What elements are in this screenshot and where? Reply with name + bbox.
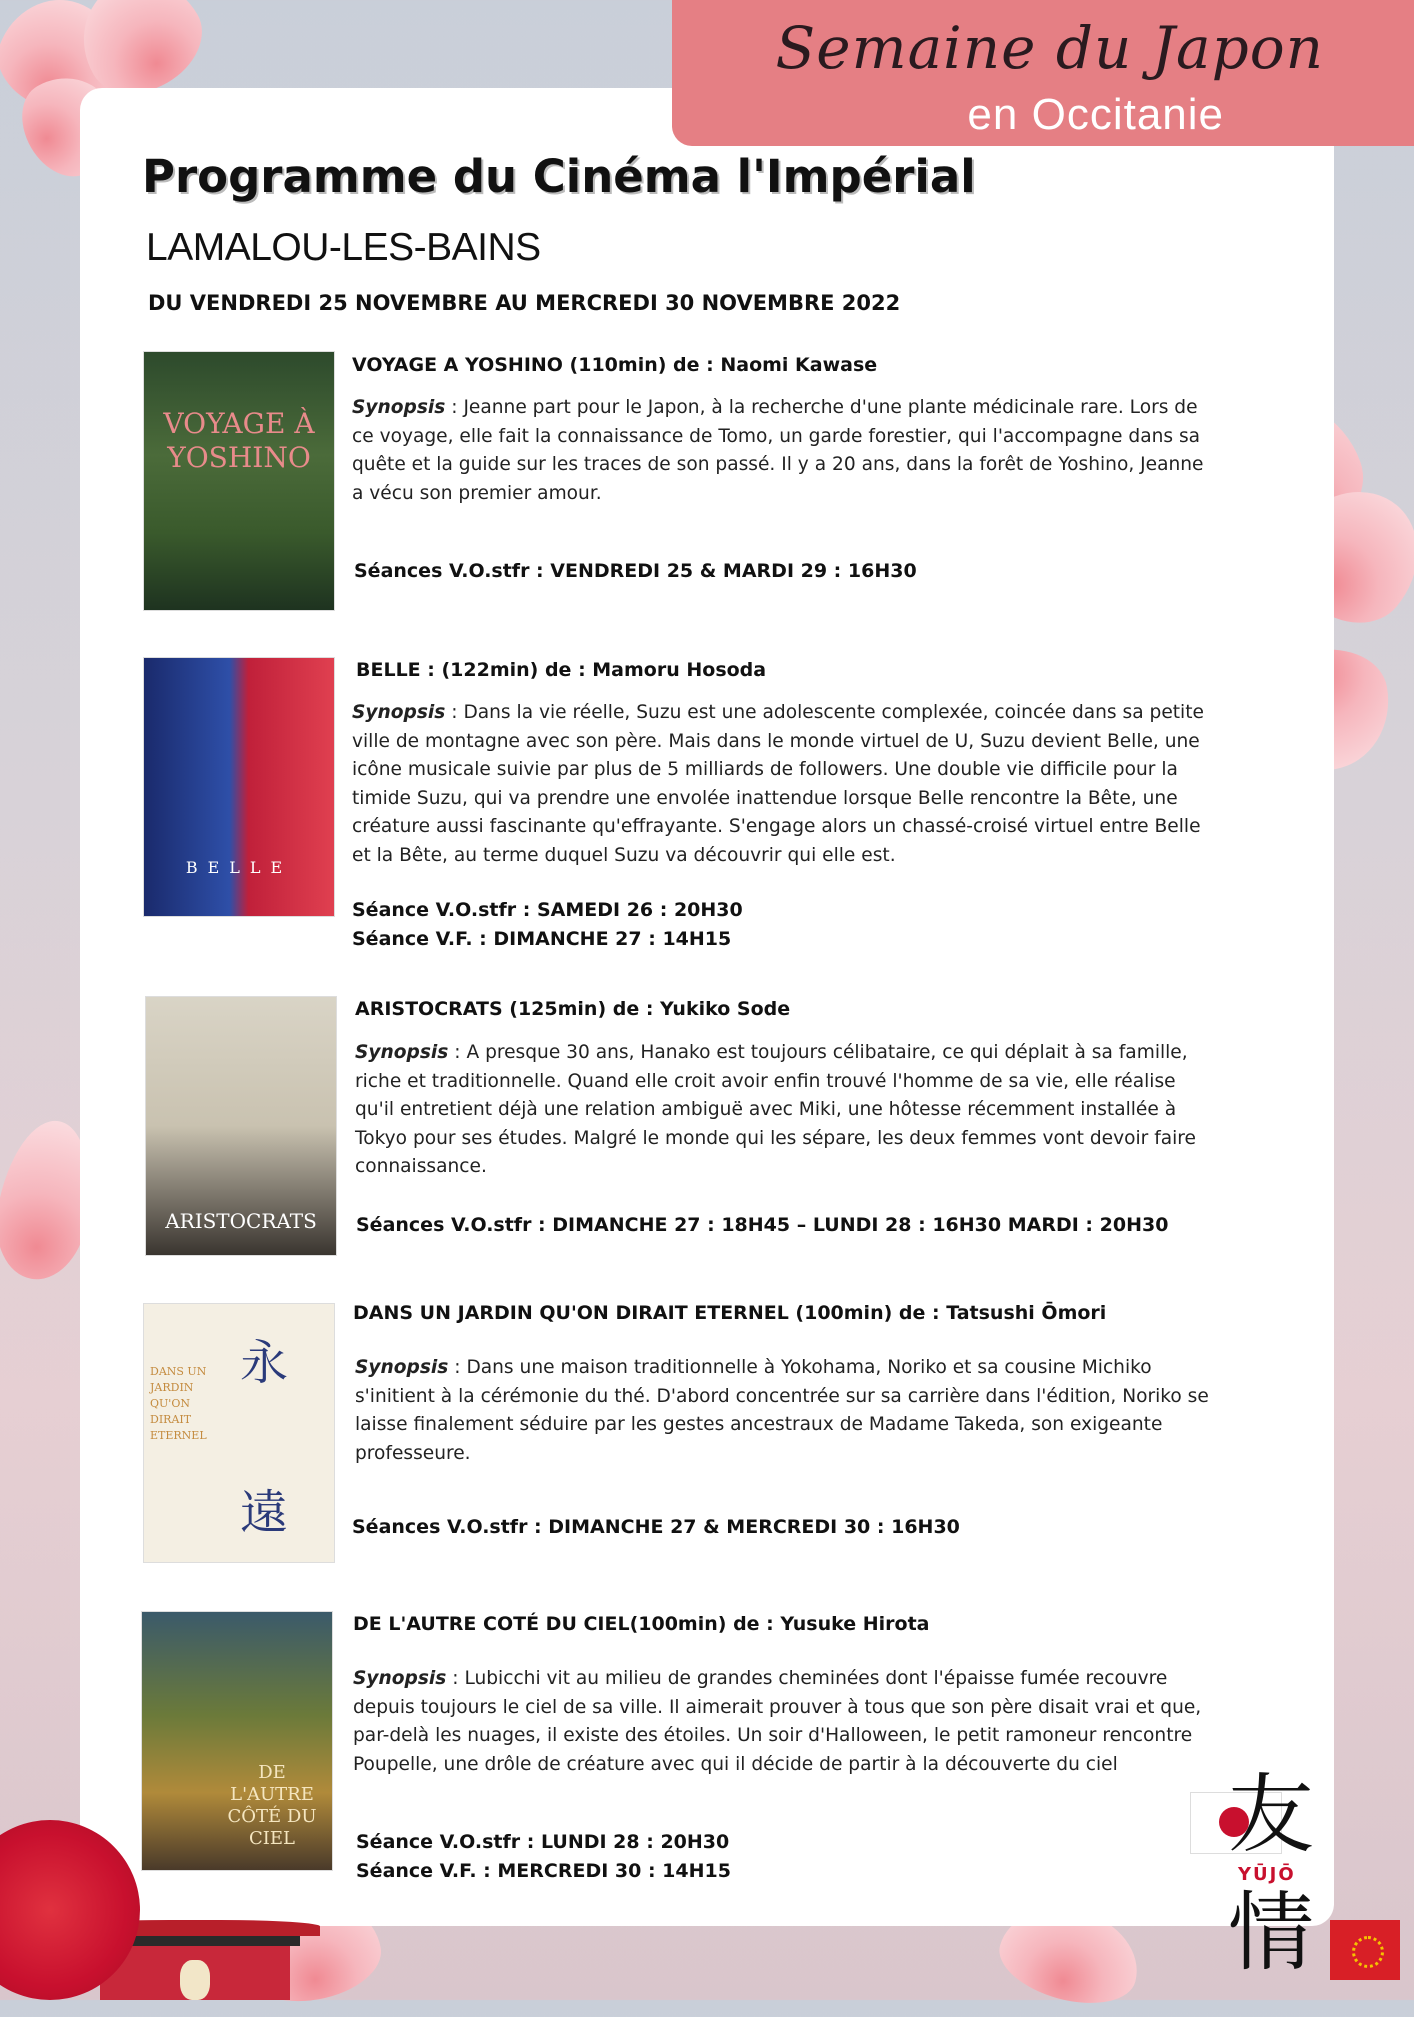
film-title: BELLE : (122min) de : Mamoru Hosoda [356,659,767,681]
poster-title: DANS UN JARDIN QU'ON DIRAIT ETERNEL [150,1365,207,1442]
session-line: Séance V.F. : DIMANCHE 27 : 14H15 [352,928,732,950]
synopsis-text: A presque 30 ans, Hanako est toujours célibataire, ce qui déplait à sa famille, riche et traditionnelle. Quand elle croit avoir enfin trouvé l'homme de sa vie, elle réalise qu'il entretient déjà une relation ambiguë avec Miki, une hôtesse récemment installée à Tokyo pour ses études. Malgré le monde qui les sépare, les deux femmes vont devoir faire connaissance. [355,1042,1196,1177]
synopsis-label: Synopsis [355,1042,449,1063]
date-range: DU VENDREDI 25 NOVEMBRE AU MERCREDI 30 NOVEMBRE 2022 [148,291,901,315]
film-sessions [354,557,917,586]
occitan-cross [1352,1936,1384,1968]
session-line: Séances V.O.stfr : DIMANCHE 27 & MERCREDI 30 : 16H30 [352,1516,960,1538]
film-poster [144,352,334,610]
film-title: ARISTOCRATS (125min) de : Yukiko Sode [355,998,791,1020]
synopsis-text: Dans une maison traditionnelle à Yokohama, Noriko et sa cousine Michiko s'initient à la cérémonie du thé. D'abord concentrée sur sa carrière dans l'édition, Noriko se laisse finalement séduire par les gestes ancestraux de Madame Takeda, son exigeante professeure. [355,1357,1209,1464]
synopsis-label: Synopsis [352,702,446,723]
poster-title: DE L'AUTRE CÔTÉ DU CIEL [227,1762,317,1849]
film-sessions [352,896,743,954]
poster-title: BELLE [185,858,293,877]
session-line: Séances V.O.stfr : DIMANCHE 27 : 18H45 – LUNDI 28 : 16H30 MARDI : 20H30 [356,1214,1169,1236]
film-title: VOYAGE A YOSHINO (110min) de : Naomi Kawase [352,354,878,376]
film-title: DANS UN JARDIN QU'ON DIRAIT ETERNEL (100min) de : Tatsushi Ōmori [353,1302,1107,1324]
film-title: DE L'AUTRE COTÉ DU CIEL(100min) de : Yusuke Hirota [353,1613,930,1635]
film-synopsis: Synopsis : Lubicchi vit au milieu de grandes cheminées dont l'épaisse fumée recouvre depuis toujours le ciel de sa ville. Il aimerait prouver à tous que son père disait vrai et que, par-delà les nuages, il existe des étoiles. Un soir d'Halloween, le petit ramoneur rencontre Poupelle, une drôle de créature avec qui il décide de partir à la découverte du ciel [353,1668,1202,1775]
film-poster [144,658,334,916]
banner-title: Semaine du Japon [775,14,1324,82]
film-poster [146,997,336,1255]
poster-title: VOYAGE À YOSHINO [163,407,315,474]
session-line: Séance V.F. : MERCREDI 30 : 14H15 [356,1860,731,1882]
logo-kanji-top: 友 [1228,1765,1314,1865]
poster-kanji: 永 [240,1335,289,1391]
synopsis-text: Dans la vie réelle, Suzu est une adolescente complexée, coincée dans sa petite ville de montagne avec son père. Mais dans le monde virtuel de U, Suzu devient Belle, une icône musicale suivie par plus de 5 milliards de followers. Une double vie difficile pour la timide Suzu, qui va prendre une envolée inattendue lorsque Belle rencontre la Bête, une créature aussi fascinante qu'effrayante. S'engage alors un chassé-croisé virtuel entre Belle et la Bête, au terme duquel Suzu va découvrir qui elle est. [352,702,1204,866]
logo-romaji: YŪJŌ [1238,1864,1296,1885]
synopsis-label: Synopsis [353,1668,447,1689]
logo-kanji-bottom: 情 [1228,1883,1314,1983]
poster-title: ARISTOCRATS [165,1209,317,1233]
synopsis-text: Jeanne part pour le Japon, à la recherche d'une plante médicinale rare. Lors de ce voyage, elle fait la connaissance de Tomo, un garde forestier, qui l'accompagne dans sa quête et la guide sur les traces de son passé. Il y a 20 ans, dans la forêt de Yoshino, Jeanne a vécu son premier amour. [352,397,1204,504]
event-banner [672,0,1414,146]
session-line: Séance V.O.stfr : LUNDI 28 : 20H30 [356,1831,730,1853]
film-sessions [356,1211,1168,1240]
session-line: Séance V.O.stfr : SAMEDI 26 : 20H30 [352,899,743,921]
film-synopsis: Synopsis : Dans la vie réelle, Suzu est une adolescente complexée, coincée dans sa petite ville de montagne avec son père. Mais dans le monde virtuel de U, Suzu devient Belle, une icône musicale suivie par plus de 5 milliards de followers. Une double vie difficile pour la timide Suzu, qui va prendre une envolée inattendue lorsque Belle rencontre la Bête, une créature aussi fascinante qu'effrayante. S'engage alors un chassé-croisé virtuel entre Belle et la Bête, au terme duquel Suzu va découvrir qui elle est. [352,702,1204,866]
film-sessions [352,1513,960,1542]
film-synopsis: Synopsis : Jeanne part pour le Japon, à la recherche d'une plante médicinale rare. Lors de ce voyage, elle fait la connaissance de Tomo, un garde forestier, qui l'accompagne dans sa quête et la guide sur les traces de son passé. Il y a 20 ans, dans la forêt de Yoshino, Jeanne a vécu son premier amour. [352,397,1204,504]
film-poster [142,1612,332,1870]
film-synopsis: Synopsis : A presque 30 ans, Hanako est toujours célibataire, ce qui déplait à sa famille, riche et traditionnelle. Quand elle croit avoir enfin trouvé l'homme de sa vie, elle réalise qu'il entretient déjà une relation ambiguë avec Miki, une hôtesse récemment installée à Tokyo pour ses études. Malgré le monde qui les sépare, les deux femmes vont devoir faire connaissance. [355,1042,1196,1177]
occitan-flag-icon [1330,1920,1400,1980]
banner-subtitle: en Occitanie [967,90,1224,139]
page-title: Programme du Cinéma l'Impérial [142,150,976,203]
film-poster [144,1304,334,1562]
synopsis-text: Lubicchi vit au milieu de grandes cheminées dont l'épaisse fumée recouvre depuis toujours le ciel de sa ville. Il aimerait prouver à tous que son père disait vrai et que, par-delà les nuages, il existe des étoiles. Un soir d'Halloween, le petit ramoneur rencontre Poupelle, une drôle de créature avec qui il décide de partir à la découverte du ciel [353,1668,1202,1775]
film-sessions [356,1828,731,1886]
poster-kanji: 遠 [240,1485,289,1541]
film-synopsis: Synopsis : Dans une maison traditionnelle à Yokohama, Noriko et sa cousine Michiko s'initient à la cérémonie du thé. D'abord concentrée sur sa carrière dans l'édition, Noriko se laisse finalement séduire par les gestes ancestraux de Madame Takeda, son exigeante professeure. [355,1357,1209,1464]
city-heading: LAMALOU-LES-BAINS [146,226,541,269]
synopsis-label: Synopsis [352,397,446,418]
session-line: Séances V.O.stfr : VENDREDI 25 & MARDI 29 : 16H30 [354,560,917,582]
synopsis-label: Synopsis [355,1357,449,1378]
lantern-icon [180,1960,210,2000]
yujo-logo [1190,1765,1410,2000]
